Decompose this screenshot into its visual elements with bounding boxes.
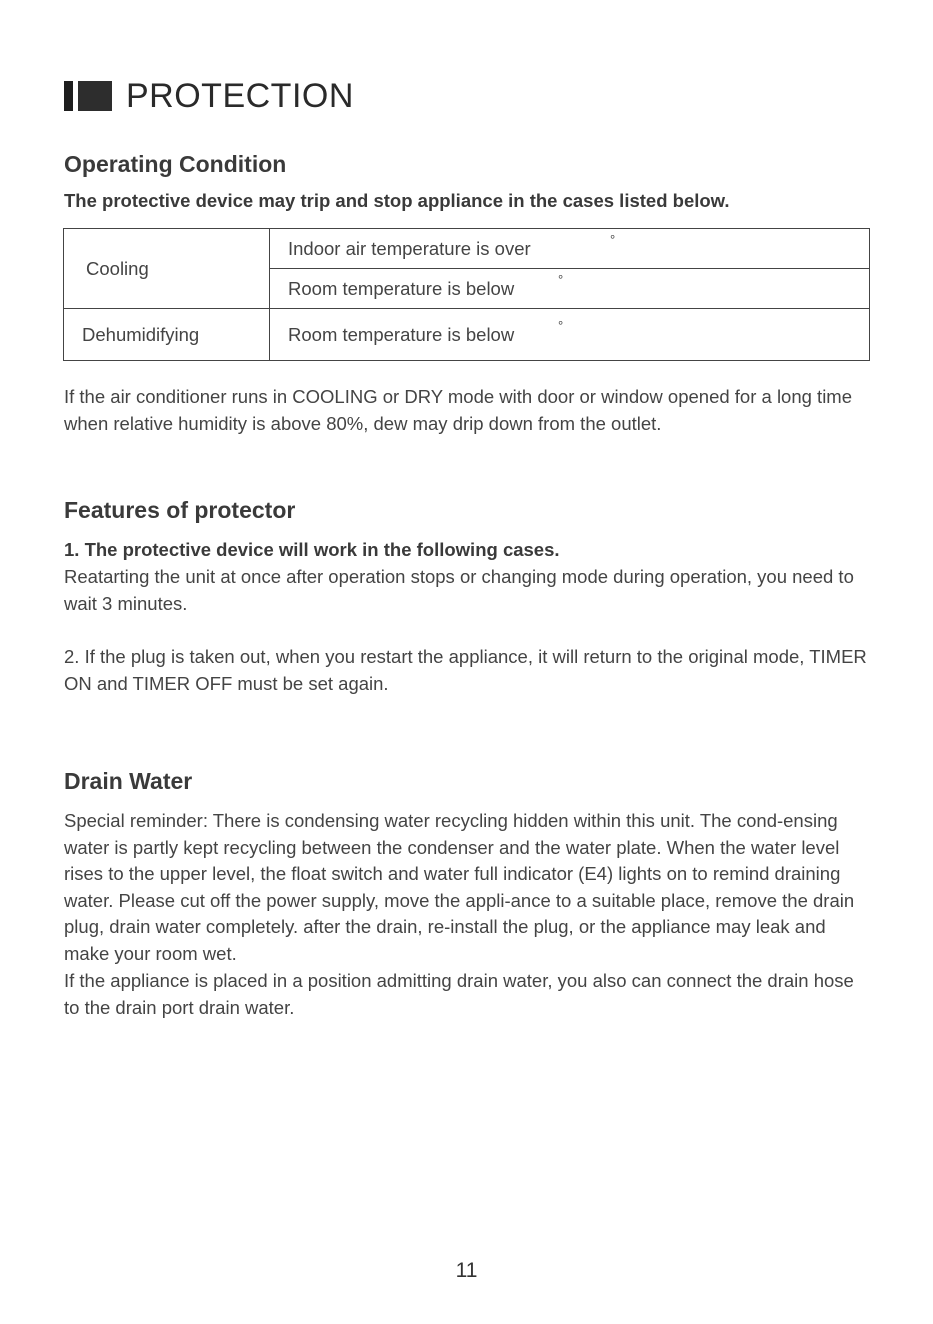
- operating-condition-table: [63, 228, 870, 361]
- mode-cooling: Cooling: [64, 229, 270, 309]
- features-heading: Features of protector: [64, 497, 296, 523]
- header-bar-thin: [64, 81, 73, 111]
- degree-symbol: °: [558, 272, 564, 287]
- operating-condition-heading: Operating Condition: [64, 151, 287, 177]
- cooling-condition-1: [270, 229, 870, 269]
- drain-water-text-2: If the appliance is placed in a position admitting drain water, you also can connect the drain hose to the drain port drain water.: [64, 970, 854, 1018]
- operating-note: If the air conditioner runs in COOLING or DRY mode with door or window opened for a long time when relative humidity is above 80%, dew may drip down from the outlet.: [64, 386, 853, 434]
- features-item1-title: 1. The protective device will work in the following cases.: [64, 539, 560, 560]
- header-bar-thick: [78, 81, 112, 111]
- degree-symbol: °: [610, 232, 616, 247]
- mode-dehumidifying: Dehumidifying: [64, 309, 270, 361]
- drain-water-text: Special reminder: There is condensing water recycling hidden within this unit. The cond-ensing water is partly kept recycling between the condenser and the water plate. When the water level rises to the upper level, the float switch and water full indicator (E4) lights on to remind draining water. Please cut off the power supply, move the appli-ance to a suitable place, remove the drain plug, drain water completely. after the drain, re-install the plug, or the appliance may leak and make your room wet.: [64, 810, 855, 964]
- page-title: PROTECTION: [126, 77, 354, 115]
- cooling-condition-1-text: Indoor air temperature is over: [288, 237, 531, 259]
- drain-water-heading: Drain Water: [64, 768, 193, 794]
- page-number: 11: [455, 1259, 478, 1282]
- degree-symbol: °: [558, 318, 564, 333]
- features-item1-text: Reatarting the unit at once after operation stops or changing mode during operation, you need to wait 3 minutes.: [64, 566, 854, 614]
- features-item2-text: 2. If the plug is taken out, when you restart the appliance, it will return to the original mode, TIMER ON and TIMER OFF must be set again.: [64, 646, 867, 694]
- cooling-condition-2-text: Room temperature is below: [288, 277, 515, 299]
- operating-condition-lead: The protective device may trip and stop appliance in the cases listed below.: [64, 190, 730, 211]
- dehumidifying-condition-text: Room temperature is below: [288, 323, 515, 345]
- dehumidifying-condition: [270, 309, 870, 361]
- cooling-condition-2: [270, 269, 870, 309]
- section-header: [64, 76, 354, 116]
